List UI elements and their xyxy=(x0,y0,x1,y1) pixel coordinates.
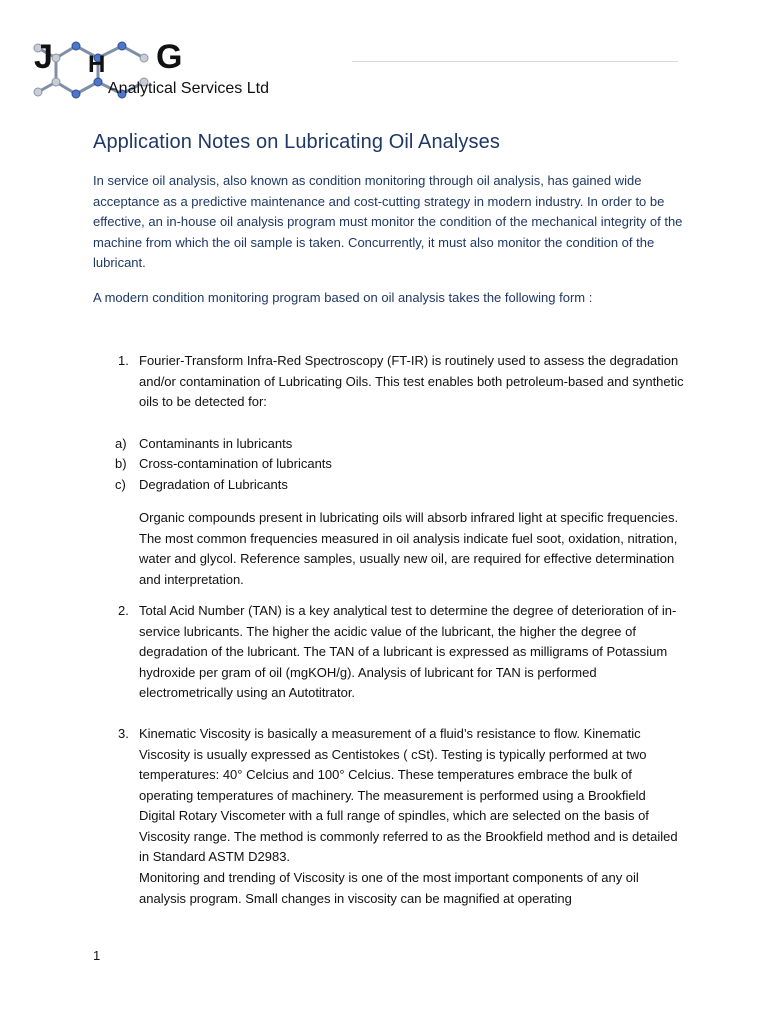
intro-paragraph: In service oil analysis, also known as condition monitoring through oil analysis, has gained wide acceptance as a predictive maintenance and cost-cutting strategy in modern industry. In order to be effective, an in-house oil analysis program must monitor the condition of the mechanical integrity of the machine from which the oil sample is taken. Concurrently, it must also monitor the condition of the lubricant. xyxy=(93,173,683,271)
page-title: Application Notes on Lubricating Oil Analyses xyxy=(93,131,500,153)
logo-letter-h: H xyxy=(88,51,106,78)
sub-list-text: Cross-contamination of lubricants xyxy=(139,456,332,472)
list-item-1-text: Fourier-Transform Infra-Red Spectroscopy (FT-IR) is routinely used to assess the degradation and/or contamination of Lubricating Oils. This test enables both petroleum-based and synthetic oils to be detected for: xyxy=(139,353,684,409)
form-intro: A modern condition monitoring program based on oil analysis takes the following form : xyxy=(93,290,593,305)
sub-list-item xyxy=(115,434,332,454)
sub-list-text: Degradation of Lubricants xyxy=(139,476,288,492)
logo-letter-j: J xyxy=(34,38,53,76)
list-item-3-continuation: Monitoring and trending of Viscosity is one of the most important components of any oil analysis program. Small changes in viscosity can be magnified at operating xyxy=(139,870,639,906)
list-number-1: 1. xyxy=(118,353,129,368)
list-item-3-text: Kinematic Viscosity is basically a measurement of a fluid’s resistance to flow. Kinematic Viscosity is usually expressed as Centistokes ( cSt). Testing is typically performed at two temperatures: 40° Celcius and 100° Celcius. These temperatures embrace the bulk of operating temperatures of machinery. The measurement is performed using a Brookfield Digital Rotary Viscometer with a full range of spindles, which are selected on the basis of Viscosity range. The method is commonly referred to as the Brookfield method and is detailed in Standard ASTM D2983. xyxy=(139,726,678,864)
logo-letter-g: G xyxy=(156,38,183,76)
molecule-logo-graphic xyxy=(26,38,366,102)
logo-company-name: Analytical Services Ltd xyxy=(108,80,269,97)
list-number-2: 2. xyxy=(118,603,129,618)
page-number: 1 xyxy=(93,948,101,963)
list-item-2-text: Total Acid Number (TAN) is a key analytical test to determine the degree of deterioration of in-service lubricants. The higher the acidic value of the lubricant, the higher the degree of degradation of the lubricant. The TAN of a lubricant is expressed as milligrams of Potassium hydroxide per gram of oil (mgKOH/g). Analysis of lubricant for TAN is performed electrometrically using an Autotitrator. xyxy=(139,603,677,700)
list-number-3: 3. xyxy=(118,726,129,741)
company-logo xyxy=(26,38,366,102)
sub-list-item xyxy=(115,475,332,495)
sub-list-mark: a) xyxy=(115,436,127,451)
ftir-note-paragraph: Organic compounds present in lubricating oils will absorb infrared light at specific frequencies. The most common frequencies measured in oil analysis indicate fuel soot, oxidation, nitration, water and glycol. Reference samples, usually new oil, are required for effective determination and interpretation. xyxy=(139,510,679,587)
header-divider xyxy=(352,61,678,62)
sub-list xyxy=(115,434,332,495)
sub-list-mark: b) xyxy=(115,456,127,472)
sub-list-item xyxy=(115,454,332,474)
sub-list-mark: c) xyxy=(115,476,126,492)
sub-list-text: Contaminants in lubricants xyxy=(139,436,293,451)
